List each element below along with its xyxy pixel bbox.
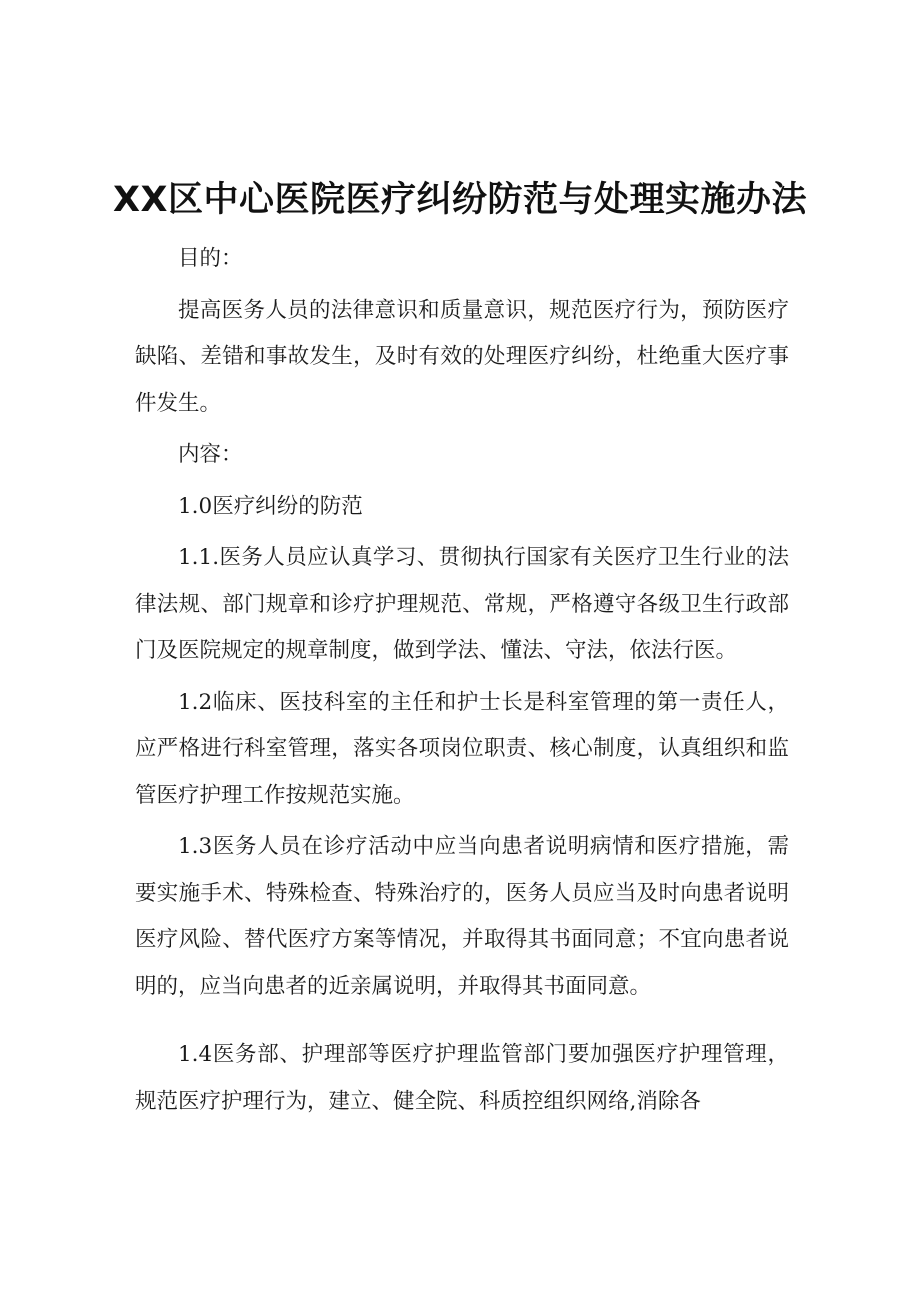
paragraph-purpose-heading: 目的： xyxy=(178,246,243,271)
paragraph-1-2: 1.2临床、医技科室的主任和护士长是科室管理的第一责任人，应严格进行科室管理，落实各项岗位职责、核心制度，认真组织和监管医疗护理工作按规范实施。 xyxy=(135,689,789,808)
section-heading-1-0: 1.0医疗纠纷的防范 xyxy=(178,493,363,519)
paragraph-1-1: 1.1.医务人员应认真学习、贯彻执行国家有关医疗卫生行业的法律法规、部门规章和诊疗护理规范、常规，严格遵守各级卫生行政部门及医院规定的规章制度，做到学法、懂法、守法，依法行医。 xyxy=(135,545,789,663)
paragraph-1-4: 1.4医务部、护理部等医疗护理监管部门要加强医疗护理管理，规范医疗护理行为，建立、健全院、科质控组织网络,消除各 xyxy=(135,1042,789,1114)
paragraph-content-heading: 内容： xyxy=(178,442,243,467)
paragraph-purpose-text: 提高医务人员的法律意识和质量意识，规范医疗行为，预防医疗缺陷、差错和事故发生，及时有效的处理医疗纠纷，杜绝重大医疗事件发生。 xyxy=(135,297,789,416)
document-body xyxy=(135,236,789,1130)
document-title: XX区中心医院医疗纠纷防范与处理实施办法 xyxy=(113,180,807,220)
paragraph-1-3: 1.3医务人员在诊疗活动中应当向患者说明病情和医疗措施，需要实施手术、特殊检查、特殊治疗的，医务人员应当及时向患者说明医疗风险、替代医疗方案等情况，并取得其书面同意；不宜向患者说明的，应当向患者的近亲属说明，并取得其书面同意。 xyxy=(135,834,789,999)
